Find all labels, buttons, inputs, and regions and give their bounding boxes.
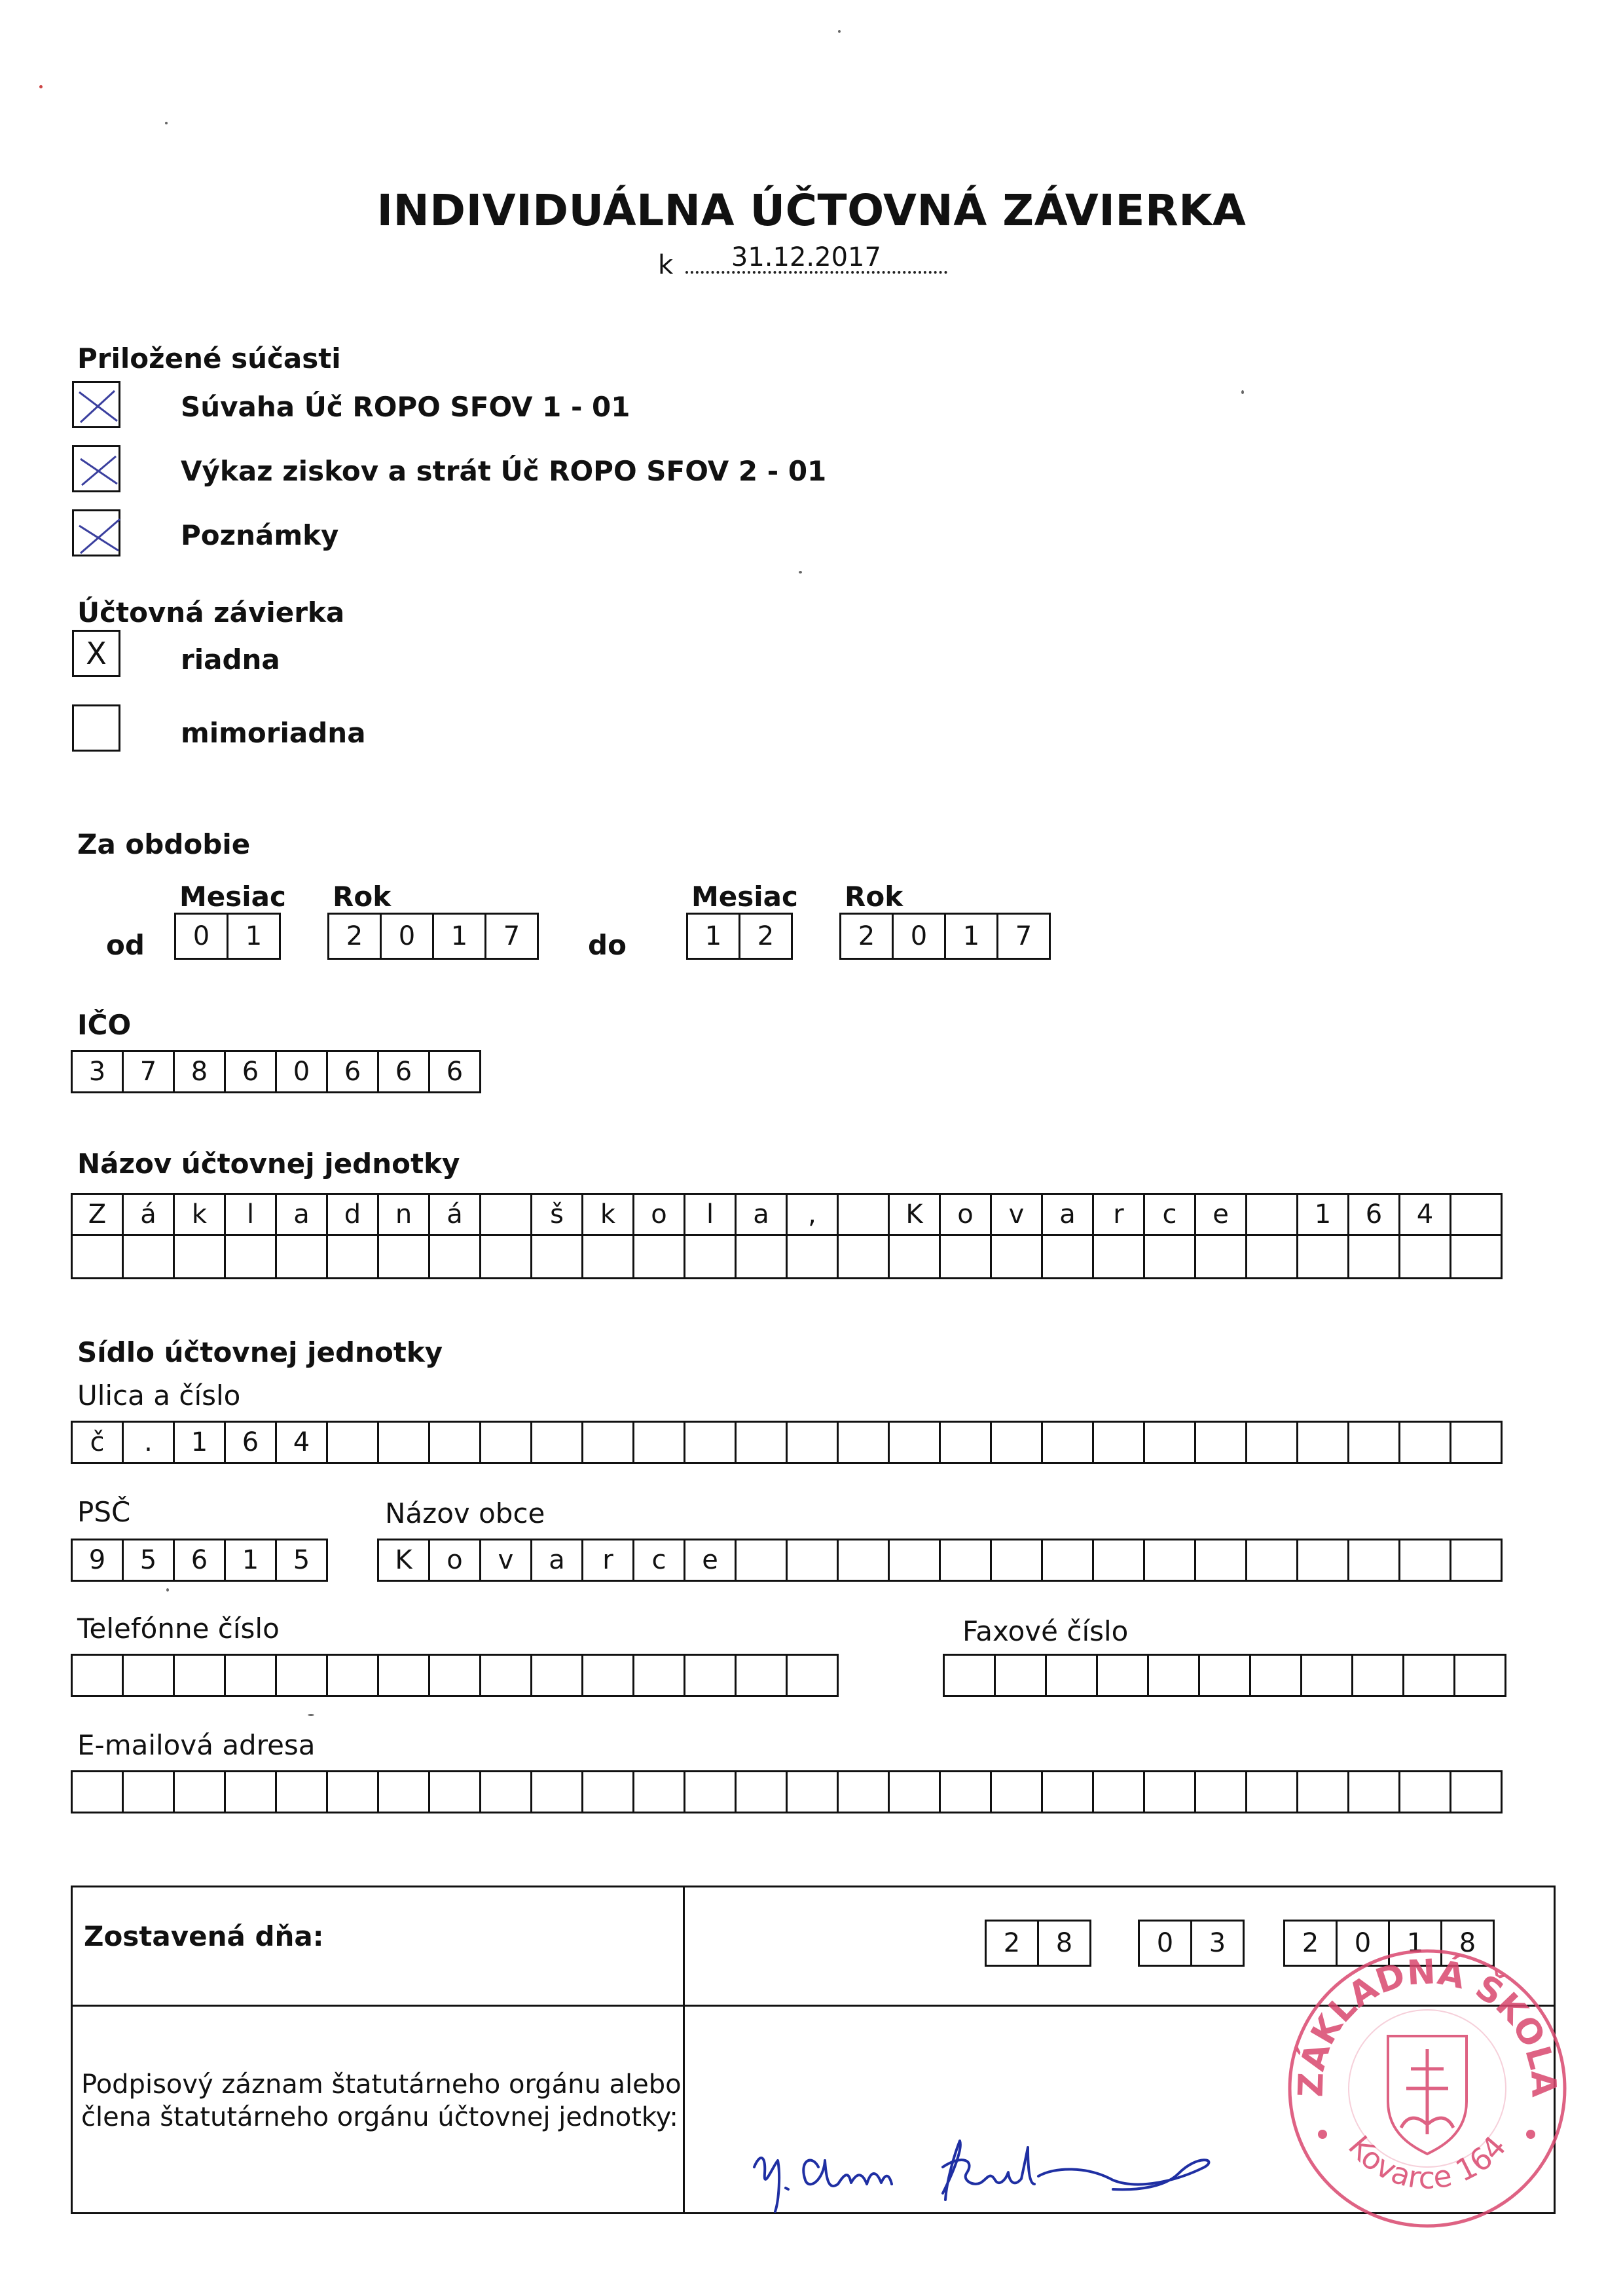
email-grid-cell[interactable] [277, 1770, 328, 1813]
unit-name-row-1-cell[interactable]: 1 [1298, 1193, 1349, 1236]
email-grid-cell[interactable] [1400, 1770, 1451, 1813]
unit-name-row-1-cell[interactable]: a [737, 1193, 788, 1236]
fax-grid-cell[interactable] [1302, 1654, 1353, 1697]
street-grid-cell[interactable] [1043, 1421, 1094, 1464]
check-cross-icon [74, 511, 122, 558]
town-grid[interactable] [377, 1539, 1503, 1582]
compiled-year-cell[interactable]: 1 [1390, 1920, 1442, 1967]
unit-name-row-2-cell[interactable] [328, 1236, 379, 1279]
street-grid-cell[interactable] [941, 1421, 992, 1464]
phone-grid-cell[interactable] [481, 1654, 532, 1697]
street-grid-cell[interactable] [737, 1421, 788, 1464]
phone-grid-cell[interactable] [175, 1654, 226, 1697]
psc-grid-cell[interactable]: 9 [73, 1539, 124, 1582]
unit-name-row-2-cell[interactable] [890, 1236, 941, 1279]
unit-name-row-1-cell[interactable]: l [226, 1193, 277, 1236]
to-year-cell[interactable]: 1 [946, 913, 998, 960]
phone-grid-cell[interactable] [328, 1654, 379, 1697]
phone-grid-cell[interactable] [737, 1654, 788, 1697]
check-cross-icon [74, 447, 122, 494]
stamp-text-bottom: Kovarce 164 [1341, 2128, 1514, 2196]
unit-name-row-1-cell[interactable]: a [277, 1193, 328, 1236]
town-grid-cell[interactable] [1451, 1539, 1503, 1582]
attachment-notes-checkbox[interactable] [72, 509, 120, 556]
compiled-day-cell[interactable]: 2 [987, 1920, 1039, 1967]
unit-name-row-1-cell[interactable]: K [890, 1193, 941, 1236]
street-grid[interactable] [71, 1421, 1503, 1464]
document-title: INDIVIDUÁLNA ÚČTOVNÁ ZÁVIERKA [376, 185, 1247, 236]
unit-name-row-1-cell[interactable]: Z [73, 1193, 124, 1236]
from-month-cell[interactable]: 0 [176, 913, 228, 960]
town-grid-cell[interactable] [992, 1539, 1043, 1582]
phone-grid-cell[interactable] [685, 1654, 737, 1697]
compiled-year-cell[interactable]: 8 [1442, 1920, 1495, 1967]
phone-grid-cell[interactable] [788, 1654, 839, 1697]
unit-name-row-2-cell[interactable] [124, 1236, 175, 1279]
compiled-month-grid[interactable] [1138, 1920, 1245, 1967]
street-grid-cell[interactable]: 4 [277, 1421, 328, 1464]
unit-name-row-2-cell[interactable] [430, 1236, 481, 1279]
stamp-text-top: ZÁKLADNÁ ŠKOLA [1291, 1952, 1563, 2098]
compiled-month-cell[interactable]: 3 [1192, 1920, 1245, 1967]
email-grid-cell[interactable] [1196, 1770, 1247, 1813]
fax-grid-cell[interactable] [1098, 1654, 1149, 1697]
unit-name-row-1-cell[interactable]: e [1196, 1193, 1247, 1236]
unit-name-row-1-cell[interactable]: š [532, 1193, 583, 1236]
fax-label: Faxové číslo [962, 1615, 1129, 1647]
to-label: do [588, 929, 627, 961]
email-grid-cell[interactable] [481, 1770, 532, 1813]
psc-grid-cell[interactable]: 5 [277, 1539, 328, 1582]
to-year-cell[interactable]: 7 [998, 913, 1051, 960]
unit-name-row-2-cell[interactable] [1298, 1236, 1349, 1279]
town-grid-cell[interactable]: o [430, 1539, 481, 1582]
town-grid-cell[interactable]: c [634, 1539, 685, 1582]
fax-grid-cell[interactable] [1047, 1654, 1098, 1697]
town-grid-cell[interactable]: K [379, 1539, 430, 1582]
unit-name-row-1-cell[interactable]: v [992, 1193, 1043, 1236]
email-grid-cell[interactable] [1247, 1770, 1298, 1813]
period-heading: Za obdobie [77, 828, 251, 860]
statement-type-heading: Účtovná závierka [77, 596, 345, 629]
unit-name-row-2-cell[interactable] [73, 1236, 124, 1279]
email-label: E-mailová adresa [77, 1729, 316, 1761]
compiled-year-cell[interactable]: 2 [1285, 1920, 1338, 1967]
email-grid-cell[interactable] [1043, 1770, 1094, 1813]
scan-speck [1241, 390, 1244, 394]
unit-name-row-2-cell[interactable] [175, 1236, 226, 1279]
street-grid-cell[interactable] [379, 1421, 430, 1464]
from-month-cell[interactable]: 1 [228, 913, 281, 960]
town-grid-cell[interactable] [1400, 1539, 1451, 1582]
street-grid-cell[interactable]: č [73, 1421, 124, 1464]
statement-regular-label: riadna [181, 644, 280, 676]
phone-grid-cell[interactable] [634, 1654, 685, 1697]
town-grid-cell[interactable] [1043, 1539, 1094, 1582]
email-grid-cell[interactable] [1094, 1770, 1145, 1813]
phone-grid-cell[interactable] [430, 1654, 481, 1697]
unit-name-row-2-cell[interactable] [481, 1236, 532, 1279]
street-grid-cell[interactable] [890, 1421, 941, 1464]
signature-label-line-2: člena štatutárneho orgánu účtovnej jednotky: [81, 2102, 678, 2132]
town-grid-cell[interactable] [1094, 1539, 1145, 1582]
town-grid-cell[interactable] [941, 1539, 992, 1582]
town-grid-cell[interactable] [1298, 1539, 1349, 1582]
town-grid-cell[interactable] [737, 1539, 788, 1582]
unit-name-row-1-cell[interactable]: , [788, 1193, 839, 1236]
scan-speck [308, 1714, 314, 1716]
unit-name-row-1-cell[interactable]: k [175, 1193, 226, 1236]
phone-grid-cell[interactable] [73, 1654, 124, 1697]
ico-grid-cell[interactable]: 8 [175, 1050, 226, 1093]
box-divider-vertical [683, 1886, 685, 2214]
unit-name-row-1-cell[interactable] [1247, 1193, 1298, 1236]
email-grid-cell[interactable] [839, 1770, 890, 1813]
unit-name-row-2-cell[interactable] [1094, 1236, 1145, 1279]
as-of-value[interactable]: 31.12.2017 [731, 242, 881, 272]
scan-speck [799, 571, 802, 574]
email-grid-cell[interactable] [583, 1770, 634, 1813]
school-stamp [1277, 1938, 1578, 2239]
unit-name-row-1-cell[interactable]: k [583, 1193, 634, 1236]
town-grid-cell[interactable]: v [481, 1539, 532, 1582]
street-grid-cell[interactable] [1145, 1421, 1196, 1464]
street-grid-cell[interactable] [328, 1421, 379, 1464]
street-grid-cell[interactable] [1400, 1421, 1451, 1464]
statement-regular-checkbox[interactable] [72, 630, 120, 677]
ico-grid-cell[interactable]: 3 [73, 1050, 124, 1093]
street-grid-cell[interactable] [1451, 1421, 1503, 1464]
street-grid-cell[interactable] [583, 1421, 634, 1464]
phone-grid-cell[interactable] [226, 1654, 277, 1697]
to-month-cell[interactable]: 1 [688, 913, 740, 960]
to-month-grid[interactable] [686, 913, 793, 960]
unit-name-row-2-cell[interactable] [992, 1236, 1043, 1279]
phone-grid-cell[interactable] [277, 1654, 328, 1697]
email-grid-cell[interactable] [737, 1770, 788, 1813]
unit-name-row-1-cell[interactable]: d [328, 1193, 379, 1236]
unit-name-row-1-cell[interactable]: l [685, 1193, 737, 1236]
unit-name-row-1-cell[interactable] [1451, 1193, 1503, 1236]
street-grid-cell[interactable] [1349, 1421, 1400, 1464]
unit-name-row-2-cell[interactable] [277, 1236, 328, 1279]
unit-name-row-2-cell[interactable] [1145, 1236, 1196, 1279]
phone-label: Telefónne číslo [77, 1613, 280, 1645]
attachments-heading: Priložené súčasti [77, 342, 341, 374]
unit-name-row-1-cell[interactable]: o [634, 1193, 685, 1236]
unit-name-row-1-cell[interactable]: o [941, 1193, 992, 1236]
attachment-balance-checkbox[interactable] [72, 381, 120, 428]
fax-grid-cell[interactable] [1200, 1654, 1251, 1697]
email-grid-cell[interactable] [430, 1770, 481, 1813]
email-grid-cell[interactable] [532, 1770, 583, 1813]
street-grid-cell[interactable] [1196, 1421, 1247, 1464]
street-grid-cell[interactable] [634, 1421, 685, 1464]
as-of-prefix: k [658, 250, 674, 280]
unit-name-row-2-cell[interactable] [1043, 1236, 1094, 1279]
ico-heading: IČO [77, 1009, 132, 1041]
from-year-cell[interactable]: 0 [382, 913, 434, 960]
unit-name-row-2-cell[interactable] [685, 1236, 737, 1279]
from-year-label: Rok [333, 881, 392, 913]
email-grid-cell[interactable] [124, 1770, 175, 1813]
unit-name-row-2[interactable] [71, 1236, 1503, 1279]
unit-name-row-2-cell[interactable] [379, 1236, 430, 1279]
email-grid[interactable] [71, 1770, 1503, 1813]
unit-name-row-1-cell[interactable]: 6 [1349, 1193, 1400, 1236]
as-of-dotted-line [685, 240, 947, 274]
unit-name-row-2-cell[interactable] [1400, 1236, 1451, 1279]
from-year-grid[interactable] [327, 913, 539, 960]
compiled-label: Zostavená dňa: [84, 1920, 324, 1952]
street-grid-cell[interactable] [788, 1421, 839, 1464]
to-year-cell[interactable]: 2 [841, 913, 894, 960]
attachment-notes-label: Poznámky [181, 519, 339, 551]
psc-grid[interactable] [71, 1539, 328, 1582]
fax-grid-cell[interactable] [1149, 1654, 1200, 1697]
town-grid-cell[interactable] [1196, 1539, 1247, 1582]
seat-heading: Sídlo účtovnej jednotky [77, 1336, 443, 1368]
email-grid-cell[interactable] [175, 1770, 226, 1813]
unit-name-row-2-cell[interactable] [1196, 1236, 1247, 1279]
attachment-income-checkbox[interactable] [72, 445, 120, 492]
town-grid-cell[interactable]: r [583, 1539, 634, 1582]
ico-grid-cell[interactable]: 6 [430, 1050, 481, 1093]
email-grid-cell[interactable] [73, 1770, 124, 1813]
town-grid-cell[interactable] [1247, 1539, 1298, 1582]
email-grid-cell[interactable] [685, 1770, 737, 1813]
fax-grid-cell[interactable] [1404, 1654, 1455, 1697]
email-grid-cell[interactable] [226, 1770, 277, 1813]
street-grid-cell[interactable] [430, 1421, 481, 1464]
from-year-cell[interactable]: 1 [434, 913, 486, 960]
unit-name-row-2-cell[interactable] [737, 1236, 788, 1279]
unit-name-row-1-cell[interactable] [481, 1193, 532, 1236]
attachment-balance-label: Súvaha Úč ROPO SFOV 1 - 01 [181, 391, 630, 423]
unit-name-row-1-cell[interactable]: a [1043, 1193, 1094, 1236]
street-grid-cell[interactable] [1247, 1421, 1298, 1464]
statement-extraordinary-label: mimoriadna [181, 717, 366, 749]
street-grid-cell[interactable]: 1 [175, 1421, 226, 1464]
street-grid-cell[interactable] [532, 1421, 583, 1464]
unit-name-row-2-cell[interactable] [634, 1236, 685, 1279]
to-month-label: Mesiac [691, 881, 798, 913]
unit-name-heading: Názov účtovnej jednotky [77, 1148, 460, 1180]
town-grid-cell[interactable] [1349, 1539, 1400, 1582]
unit-name-row-1-cell[interactable]: c [1145, 1193, 1196, 1236]
unit-name-row-1-cell[interactable]: n [379, 1193, 430, 1236]
town-grid-cell[interactable] [890, 1539, 941, 1582]
signature-label-line-1: Podpisový záznam štatutárneho orgánu alebo [81, 2069, 682, 2100]
town-label: Názov obce [385, 1497, 545, 1529]
street-grid-cell[interactable] [481, 1421, 532, 1464]
phone-grid-cell[interactable] [583, 1654, 634, 1697]
psc-grid-cell[interactable]: 1 [226, 1539, 277, 1582]
from-month-label: Mesiac [179, 881, 286, 913]
email-grid-cell[interactable] [1349, 1770, 1400, 1813]
street-grid-cell[interactable] [685, 1421, 737, 1464]
unit-name-row-2-cell[interactable] [532, 1236, 583, 1279]
scan-speck [166, 1588, 169, 1592]
fax-grid-cell[interactable] [945, 1654, 996, 1697]
fax-grid-cell[interactable] [996, 1654, 1047, 1697]
street-grid-cell[interactable]: . [124, 1421, 175, 1464]
town-grid-cell[interactable]: a [532, 1539, 583, 1582]
email-grid-cell[interactable] [890, 1770, 941, 1813]
town-grid-cell[interactable] [788, 1539, 839, 1582]
fax-grid-cell[interactable] [1251, 1654, 1302, 1697]
attachment-income-label: Výkaz ziskov a strát Úč ROPO SFOV 2 - 01 [181, 455, 827, 487]
street-grid-cell[interactable] [1094, 1421, 1145, 1464]
scan-speck [165, 122, 168, 124]
unit-name-row-1[interactable] [71, 1193, 1503, 1236]
unit-name-row-1-cell[interactable]: r [1094, 1193, 1145, 1236]
street-grid-cell[interactable] [1298, 1421, 1349, 1464]
unit-name-row-2-cell[interactable] [788, 1236, 839, 1279]
town-grid-cell[interactable]: e [685, 1539, 737, 1582]
ico-grid-cell[interactable]: 0 [277, 1050, 328, 1093]
compiled-day-grid[interactable] [985, 1920, 1091, 1967]
to-month-cell[interactable]: 2 [740, 913, 793, 960]
compiled-month-cell[interactable]: 0 [1140, 1920, 1192, 1967]
psc-grid-cell[interactable]: 6 [175, 1539, 226, 1582]
email-grid-cell[interactable] [1451, 1770, 1503, 1813]
to-year-grid[interactable] [839, 913, 1051, 960]
statement-regular-mark: X [86, 636, 107, 671]
ico-grid-cell[interactable]: 6 [328, 1050, 379, 1093]
street-grid-cell[interactable] [839, 1421, 890, 1464]
phone-grid-cell[interactable] [532, 1654, 583, 1697]
compiled-day-cell[interactable]: 8 [1039, 1920, 1091, 1967]
email-grid-cell[interactable] [1298, 1770, 1349, 1813]
street-grid-cell[interactable]: 6 [226, 1421, 277, 1464]
unit-name-row-2-cell[interactable] [1451, 1236, 1503, 1279]
street-grid-cell[interactable] [992, 1421, 1043, 1464]
unit-name-row-2-cell[interactable] [226, 1236, 277, 1279]
email-grid-cell[interactable] [1145, 1770, 1196, 1813]
handwritten-signature [746, 2128, 1244, 2219]
ico-grid-cell[interactable]: 7 [124, 1050, 175, 1093]
email-grid-cell[interactable] [992, 1770, 1043, 1813]
scan-speck [39, 85, 43, 88]
email-grid-cell[interactable] [634, 1770, 685, 1813]
email-grid-cell[interactable] [328, 1770, 379, 1813]
from-label: od [106, 929, 145, 961]
ico-grid-cell[interactable]: 6 [379, 1050, 430, 1093]
to-year-label: Rok [845, 881, 903, 913]
fax-grid-cell[interactable] [1455, 1654, 1506, 1697]
compiled-year-cell[interactable]: 0 [1338, 1920, 1390, 1967]
from-month-grid[interactable] [174, 913, 281, 960]
check-cross-icon [74, 383, 122, 430]
town-grid-cell[interactable] [839, 1539, 890, 1582]
as-of-date [658, 240, 947, 288]
unit-name-row-2-cell[interactable] [1247, 1236, 1298, 1279]
unit-name-row-1-cell[interactable] [839, 1193, 890, 1236]
unit-name-row-1-cell[interactable]: á [124, 1193, 175, 1236]
unit-name-row-2-cell[interactable] [941, 1236, 992, 1279]
from-year-cell[interactable]: 2 [329, 913, 382, 960]
unit-name-row-2-cell[interactable] [839, 1236, 890, 1279]
fax-grid-cell[interactable] [1353, 1654, 1404, 1697]
street-label: Ulica a číslo [77, 1379, 241, 1412]
psc-label: PSČ [77, 1496, 131, 1528]
to-year-cell[interactable]: 0 [894, 913, 946, 960]
unit-name-row-1-cell[interactable]: á [430, 1193, 481, 1236]
phone-grid[interactable] [71, 1654, 839, 1697]
unit-name-row-2-cell[interactable] [583, 1236, 634, 1279]
town-grid-cell[interactable] [1145, 1539, 1196, 1582]
unit-name-row-2-cell[interactable] [1349, 1236, 1400, 1279]
unit-name-row-1-cell[interactable]: 4 [1400, 1193, 1451, 1236]
psc-grid-cell[interactable]: 5 [124, 1539, 175, 1582]
email-grid-cell[interactable] [941, 1770, 992, 1813]
ico-grid[interactable] [71, 1050, 481, 1093]
statement-extraordinary-checkbox[interactable] [72, 704, 120, 752]
statement-extraordinary-mark [74, 706, 119, 750]
fax-grid[interactable] [943, 1654, 1506, 1697]
from-year-cell[interactable]: 7 [486, 913, 539, 960]
email-grid-cell[interactable] [379, 1770, 430, 1813]
phone-grid-cell[interactable] [379, 1654, 430, 1697]
scan-speck [838, 30, 841, 33]
email-grid-cell[interactable] [788, 1770, 839, 1813]
phone-grid-cell[interactable] [124, 1654, 175, 1697]
ico-grid-cell[interactable]: 6 [226, 1050, 277, 1093]
